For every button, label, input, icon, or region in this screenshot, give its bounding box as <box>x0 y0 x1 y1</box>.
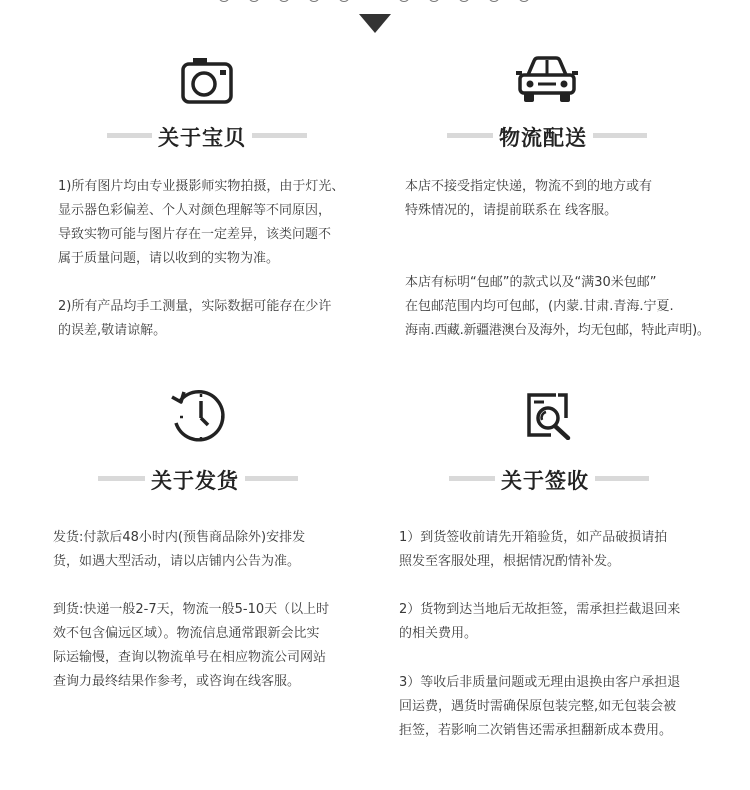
paragraph-2 <box>53 598 329 694</box>
text-line: 3）等收后非质量问题或无理由退换由客户承担退 <box>399 675 681 690</box>
text-line: 的误差,敬请谅解。 <box>58 323 167 338</box>
text-line: 照发至客服处理，根据情况酌情补发。 <box>399 554 621 569</box>
text-line: 发货:付款后48小时内(预售商品除外)安排发 <box>53 530 306 545</box>
down-arrow-icon <box>359 14 391 33</box>
paragraph-2 <box>58 295 331 343</box>
text-line: 海南.西藏.新疆港澳台及海外，均无包邮，特此声明)。 <box>405 323 710 338</box>
paragraph-3 <box>399 671 680 743</box>
text-line: 货，如遇大型活动，请以店铺内公告为准。 <box>53 554 301 569</box>
car-icon <box>516 55 578 105</box>
text-line: 到货:快递一般2-7天，物流一般5-10天（以上时 <box>53 602 330 617</box>
text-line: 2）货物到达当地后无故拒签，需承担拦截退回来 <box>399 602 681 617</box>
section-title: 关于发货 <box>145 465 245 495</box>
top-decoration-dots <box>0 0 750 4</box>
text-line: 查询力最终结果作参考，或咨询在线客服。 <box>53 674 301 689</box>
text-line: 1)所有图片均由专业摄影师实物拍摄，由于灯光、 <box>58 179 345 194</box>
text-line: 回运费，遇货时需确保原包装完整,如无包装会被 <box>399 699 677 714</box>
text-line: 际运输慢，查询以物流单号在相应物流公司网站 <box>53 650 327 665</box>
clock-icon <box>170 387 230 445</box>
text-line: 特殊情况的，请提前联系在 线客服。 <box>405 203 618 218</box>
text-line: 属于质量问题，请以收到的实物为准。 <box>58 251 280 266</box>
section-title: 物流配送 <box>493 122 593 152</box>
paragraph-1 <box>399 526 667 574</box>
text-line: 效不包含偏远区域）。物流信息通常跟新会比实 <box>53 626 320 641</box>
text-line: 2)所有产品均手工测量，实际数据可能存在少许 <box>58 299 332 314</box>
paragraph-2 <box>399 598 680 646</box>
text-line: 的相关费用。 <box>399 626 478 641</box>
section-title: 关于宝贝 <box>152 122 252 152</box>
text-line: 拒签，若影响二次销售还需承担翻新成本费用。 <box>399 723 673 738</box>
search-document-icon <box>526 392 572 440</box>
text-line: 本店有标明“包邮”的款式以及“满30米包邮” <box>405 275 657 290</box>
text-line: 在包邮范围内均可包邮，(内蒙.甘肃.青海.宁夏. <box>405 299 674 314</box>
section-title: 关于签收 <box>495 465 595 495</box>
paragraph-1 <box>405 175 652 223</box>
text-line: 显示器色彩偏差、个人对颜色理解等不同原因， <box>58 203 332 218</box>
paragraph-2 <box>405 271 710 343</box>
paragraph-1 <box>58 175 344 271</box>
text-line: 本店不接受指定快递，物流不到的地方或有 <box>405 179 653 194</box>
text-line: 导致实物可能与图片存在一定差异，该类问题不 <box>58 227 332 242</box>
paragraph-1 <box>53 526 305 574</box>
camera-icon <box>181 56 233 106</box>
text-line: 1）到货签收前请先开箱验货，如产品破损请拍 <box>399 530 668 545</box>
